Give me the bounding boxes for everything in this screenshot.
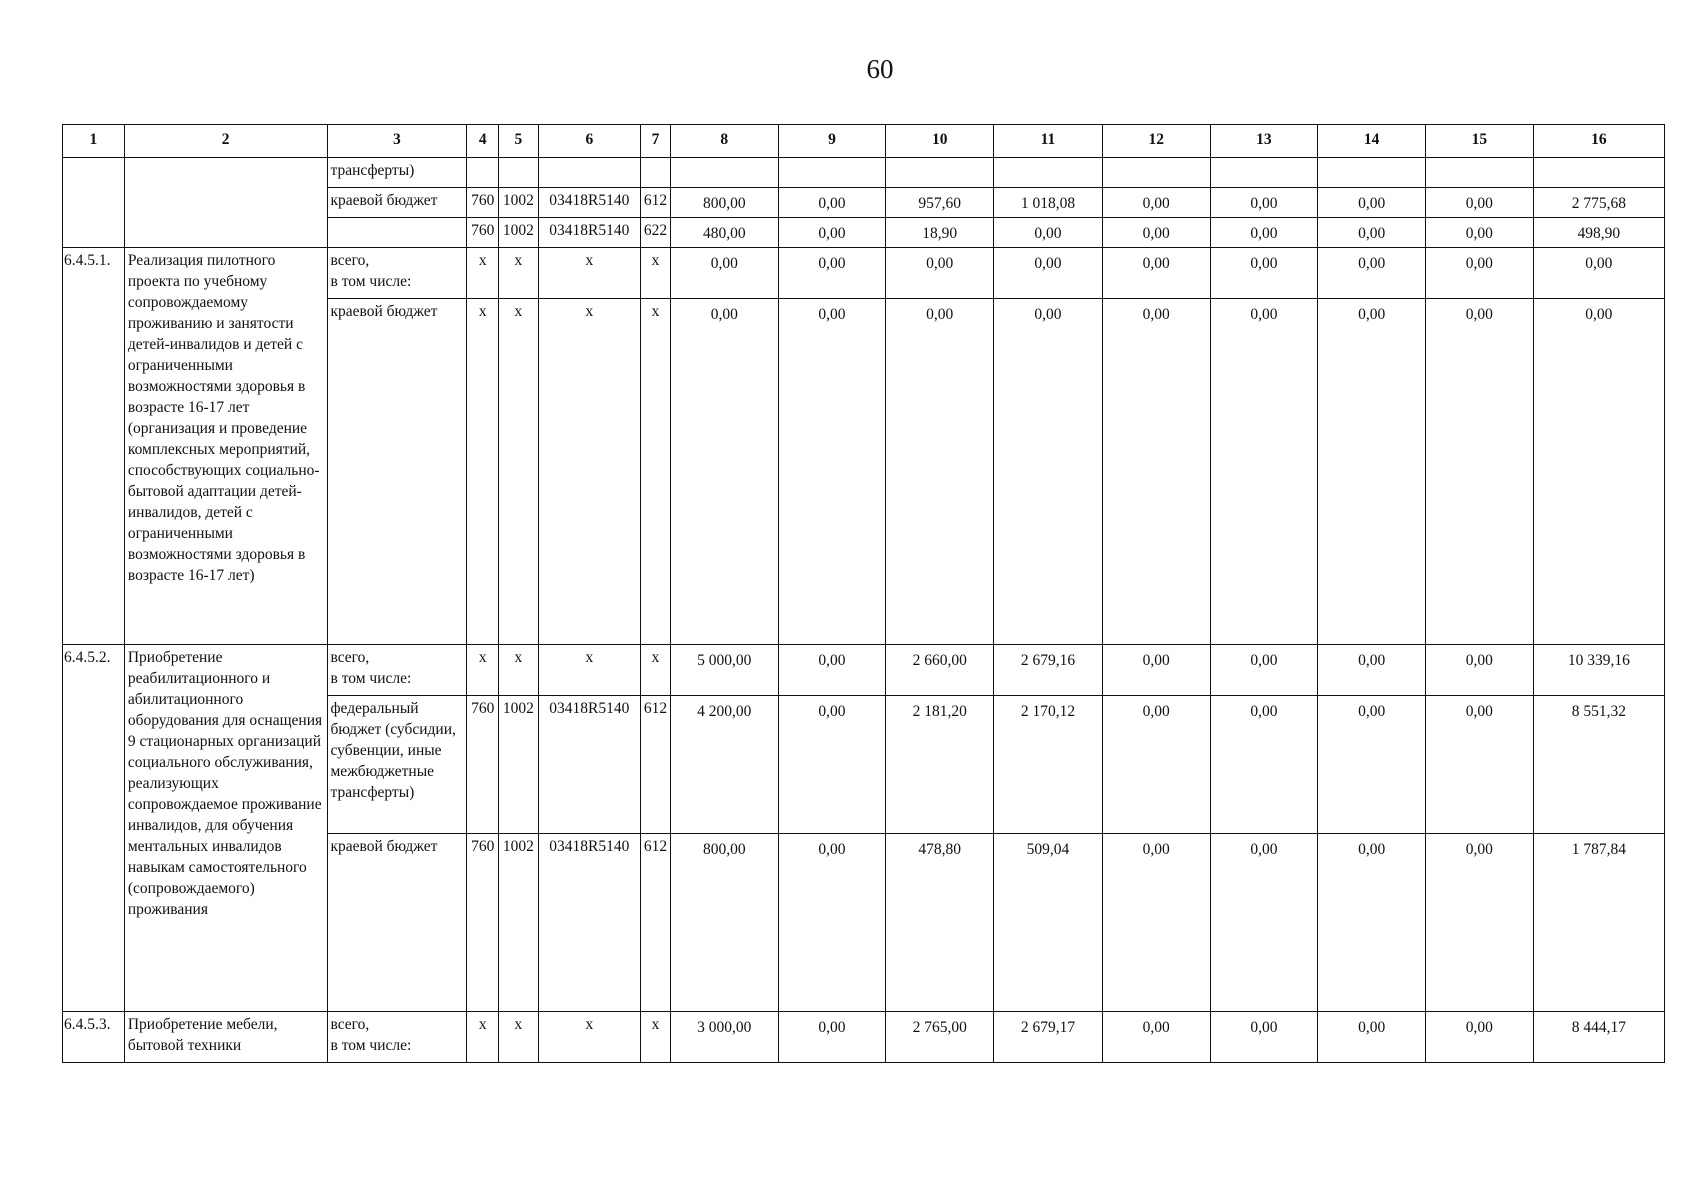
kbk-section-cell: 1002 [499, 188, 538, 218]
value-cell-col15: 0,00 [1426, 248, 1534, 299]
value-cell-col12: 0,00 [1102, 645, 1210, 696]
kbk-target-cell: х [538, 299, 640, 645]
kbk-ministry-cell: х [467, 248, 499, 299]
value-cell-col9: 0,00 [778, 248, 886, 299]
value-cell-col14: 0,00 [1318, 1012, 1426, 1063]
table-row [63, 645, 1665, 696]
kbk-ministry-cell: 760 [467, 834, 499, 1012]
value-cell-col14: 0,00 [1318, 218, 1426, 248]
value-cell-col13: 0,00 [1210, 645, 1318, 696]
value-cell-col11: 2 170,12 [994, 696, 1103, 834]
value-cell-col11: 0,00 [994, 218, 1103, 248]
value-cell-col13: 0,00 [1210, 1012, 1318, 1063]
kbk-type-cell: х [641, 299, 671, 645]
kbk-type-cell: 612 [641, 834, 671, 1012]
item-name-cell: Реализация пилотного проекта по учебному сопровождаемому проживанию и занятости детей-инвалидов и детей с ограниченными возможностями здоровья в возрасте 16-17 лет (организация и проведение комплексных мероприятий, способствующих социально-бытовой адаптации детей-инвалидов, детей с ограниченными возможностями здоровья в возрасте 16-17 лет) [124, 248, 327, 645]
value-cell-col12: 0,00 [1102, 1012, 1210, 1063]
kbk-section-cell: х [499, 645, 538, 696]
value-cell-col11: 0,00 [994, 248, 1103, 299]
item-name-cell: Приобретение мебели, бытовой техники [124, 1012, 327, 1063]
kbk-ministry-cell: х [467, 299, 499, 645]
value-cell-col15: 0,00 [1426, 188, 1534, 218]
value-cell-col16: 0,00 [1533, 248, 1664, 299]
value-cell-col14: 0,00 [1318, 188, 1426, 218]
kbk-section-cell: х [499, 299, 538, 645]
empty-cell [467, 158, 499, 188]
value-cell-col12: 0,00 [1102, 696, 1210, 834]
value-cell-col8: 4 200,00 [670, 696, 778, 834]
value-cell-col15: 0,00 [1426, 299, 1534, 645]
value-cell-col8: 480,00 [670, 218, 778, 248]
value-cell-col10: 478,80 [886, 834, 994, 1012]
header-cell: 15 [1426, 125, 1534, 158]
kbk-target-cell: 03418R5140 [538, 696, 640, 834]
header-cell: 3 [327, 125, 467, 158]
value-cell-col14: 0,00 [1318, 645, 1426, 696]
kbk-ministry-cell: 760 [467, 188, 499, 218]
empty-cell [886, 158, 994, 188]
value-cell-col8: 3 000,00 [670, 1012, 778, 1063]
value-cell-col13: 0,00 [1210, 834, 1318, 1012]
value-cell-col13: 0,00 [1210, 248, 1318, 299]
kbk-section-cell: 1002 [499, 834, 538, 1012]
value-cell-col16: 10 339,16 [1533, 645, 1664, 696]
kbk-type-cell: 612 [641, 188, 671, 218]
header-cell: 1 [63, 125, 125, 158]
value-cell-col8: 0,00 [670, 248, 778, 299]
value-cell-col15: 0,00 [1426, 1012, 1534, 1063]
kbk-type-cell: 622 [641, 218, 671, 248]
kbk-ministry-cell: 760 [467, 696, 499, 834]
kbk-target-cell: х [538, 248, 640, 299]
empty-cell [1318, 158, 1426, 188]
funding-source-cell: всего, в том числе: [327, 1012, 467, 1063]
kbk-type-cell: х [641, 1012, 671, 1063]
budget-table [62, 124, 1665, 1063]
value-cell-col16: 0,00 [1533, 299, 1664, 645]
value-cell-col11: 0,00 [994, 299, 1103, 645]
value-cell-col14: 0,00 [1318, 299, 1426, 645]
value-cell-col12: 0,00 [1102, 248, 1210, 299]
value-cell-col14: 0,00 [1318, 248, 1426, 299]
kbk-target-cell: 03418R5140 [538, 834, 640, 1012]
value-cell-col8: 5 000,00 [670, 645, 778, 696]
value-cell-col12: 0,00 [1102, 188, 1210, 218]
kbk-ministry-cell: х [467, 645, 499, 696]
kbk-section-cell: х [499, 248, 538, 299]
kbk-type-cell: х [641, 248, 671, 299]
table-row [63, 248, 1665, 299]
kbk-target-cell: х [538, 645, 640, 696]
funding-source-cell: краевой бюджет [327, 299, 467, 645]
value-cell-col8: 800,00 [670, 188, 778, 218]
value-cell-col16: 498,90 [1533, 218, 1664, 248]
empty-cell [1426, 158, 1534, 188]
funding-source-cell [327, 218, 467, 248]
value-cell-col11: 1 018,08 [994, 188, 1103, 218]
value-cell-col16: 8 444,17 [1533, 1012, 1664, 1063]
value-cell-col15: 0,00 [1426, 645, 1534, 696]
funding-source-cell: трансферты) [327, 158, 467, 188]
item-number-cell: 6.4.5.1. [63, 248, 125, 645]
empty-cell [538, 158, 640, 188]
header-cell: 13 [1210, 125, 1318, 158]
header-row [63, 125, 1665, 158]
table-row [63, 158, 1665, 188]
header-cell: 4 [467, 125, 499, 158]
value-cell-col9: 0,00 [778, 299, 886, 645]
empty-cell [1102, 158, 1210, 188]
value-cell-col10: 2 181,20 [886, 696, 994, 834]
value-cell-col10: 957,60 [886, 188, 994, 218]
value-cell-col10: 2 765,00 [886, 1012, 994, 1063]
empty-cell [670, 158, 778, 188]
kbk-type-cell: х [641, 645, 671, 696]
header-cell: 9 [778, 125, 886, 158]
value-cell-col9: 0,00 [778, 218, 886, 248]
value-cell-col13: 0,00 [1210, 299, 1318, 645]
header-cell: 14 [1318, 125, 1426, 158]
header-cell: 8 [670, 125, 778, 158]
kbk-type-cell: 612 [641, 696, 671, 834]
value-cell-col8: 0,00 [670, 299, 778, 645]
value-cell-col11: 2 679,17 [994, 1012, 1103, 1063]
header-cell: 10 [886, 125, 994, 158]
value-cell-col13: 0,00 [1210, 188, 1318, 218]
header-cell: 5 [499, 125, 538, 158]
value-cell-col16: 2 775,68 [1533, 188, 1664, 218]
kbk-section-cell: 1002 [499, 696, 538, 834]
value-cell-col10: 18,90 [886, 218, 994, 248]
kbk-ministry-cell: х [467, 1012, 499, 1063]
header-cell: 12 [1102, 125, 1210, 158]
table-row [63, 1012, 1665, 1063]
kbk-ministry-cell: 760 [467, 218, 499, 248]
value-cell-col10: 2 660,00 [886, 645, 994, 696]
value-cell-col14: 0,00 [1318, 696, 1426, 834]
value-cell-col9: 0,00 [778, 645, 886, 696]
kbk-section-cell: х [499, 1012, 538, 1063]
header-cell: 16 [1533, 125, 1664, 158]
value-cell-col12: 0,00 [1102, 834, 1210, 1012]
value-cell-col13: 0,00 [1210, 696, 1318, 834]
value-cell-col16: 1 787,84 [1533, 834, 1664, 1012]
value-cell-col15: 0,00 [1426, 834, 1534, 1012]
value-cell-col13: 0,00 [1210, 218, 1318, 248]
value-cell-col10: 0,00 [886, 248, 994, 299]
item-name-cell [124, 158, 327, 248]
item-number-cell: 6.4.5.3. [63, 1012, 125, 1063]
empty-cell [641, 158, 671, 188]
kbk-target-cell: х [538, 1012, 640, 1063]
funding-source-cell: всего, в том числе: [327, 645, 467, 696]
value-cell-col14: 0,00 [1318, 834, 1426, 1012]
empty-cell [994, 158, 1103, 188]
kbk-section-cell: 1002 [499, 218, 538, 248]
header-cell: 6 [538, 125, 640, 158]
value-cell-col9: 0,00 [778, 188, 886, 218]
item-number-cell [63, 158, 125, 248]
value-cell-col11: 2 679,16 [994, 645, 1103, 696]
funding-source-cell: всего, в том числе: [327, 248, 467, 299]
value-cell-col9: 0,00 [778, 696, 886, 834]
value-cell-col15: 0,00 [1426, 696, 1534, 834]
empty-cell [499, 158, 538, 188]
empty-cell [1533, 158, 1664, 188]
empty-cell [778, 158, 886, 188]
value-cell-col8: 800,00 [670, 834, 778, 1012]
value-cell-col9: 0,00 [778, 1012, 886, 1063]
empty-cell [1210, 158, 1318, 188]
value-cell-col9: 0,00 [778, 834, 886, 1012]
funding-source-cell: краевой бюджет [327, 188, 467, 218]
value-cell-col10: 0,00 [886, 299, 994, 645]
funding-source-cell: краевой бюджет [327, 834, 467, 1012]
value-cell-col15: 0,00 [1426, 218, 1534, 248]
value-cell-col12: 0,00 [1102, 299, 1210, 645]
item-number-cell: 6.4.5.2. [63, 645, 125, 1012]
funding-source-cell: федеральный бюджет (субсидии, субвенции, иные межбюджетные трансферты) [327, 696, 467, 834]
value-cell-col11: 509,04 [994, 834, 1103, 1012]
item-name-cell: Приобретение реабилитационного и абилитационного оборудования для оснащения 9 стационарных организаций социального обслуживания, реализующих сопровождаемое проживание инвалидов, для обучения ментальных инвалидов навыкам самостоятельного (сопровождаемого) проживания [124, 645, 327, 1012]
header-cell: 2 [124, 125, 327, 158]
kbk-target-cell: 03418R5140 [538, 218, 640, 248]
value-cell-col12: 0,00 [1102, 218, 1210, 248]
kbk-target-cell: 03418R5140 [538, 188, 640, 218]
header-cell: 7 [641, 125, 671, 158]
page-number: 60 [866, 54, 894, 84]
value-cell-col16: 8 551,32 [1533, 696, 1664, 834]
header-cell: 11 [994, 125, 1103, 158]
